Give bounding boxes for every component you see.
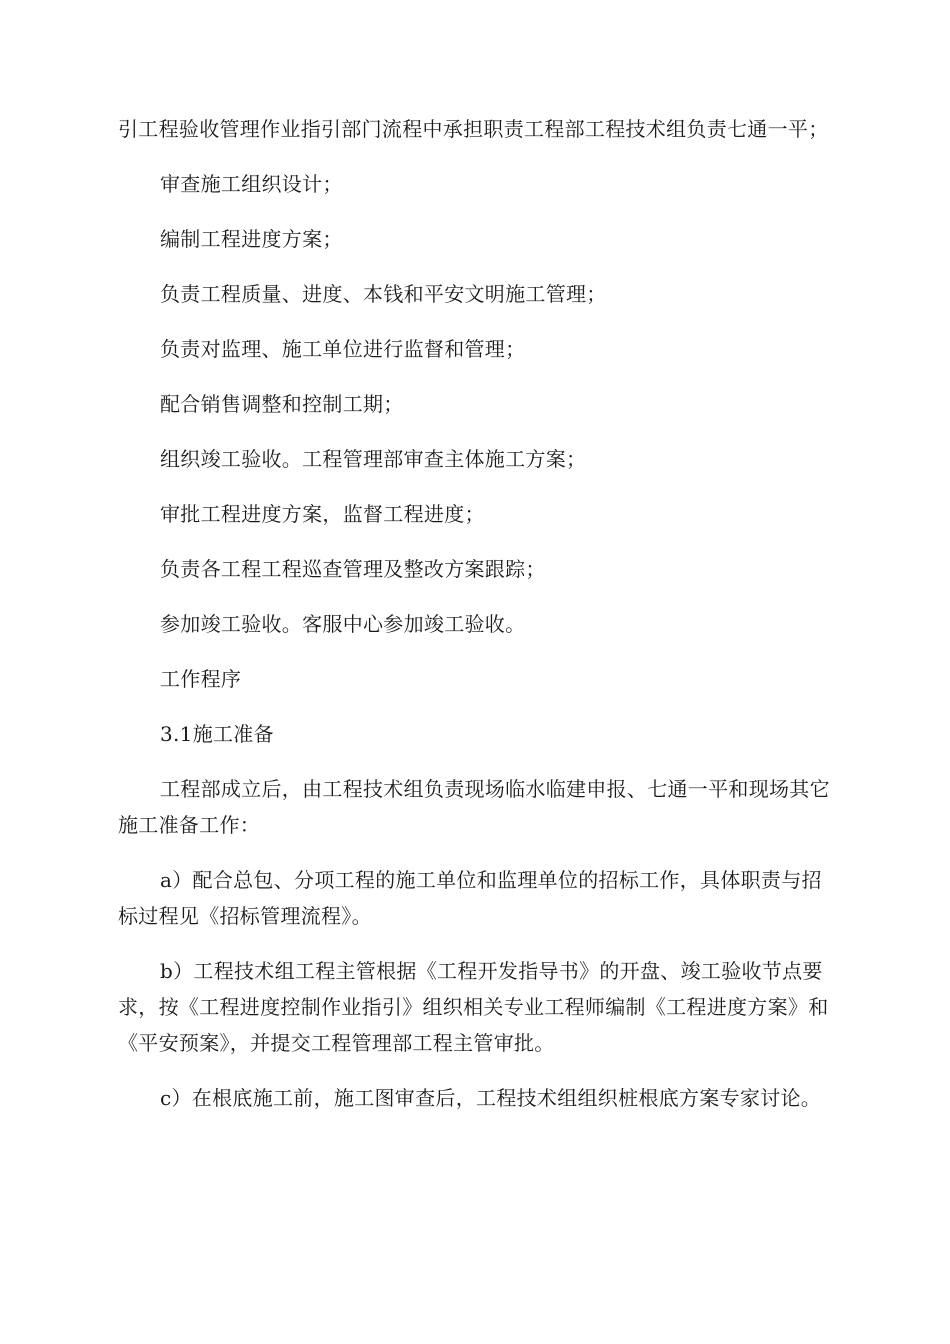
heading-work-procedure: 工作程序 <box>160 667 242 691</box>
paragraph-quality-management: 负责工程质量、进度、本钱和平安文明施工管理； <box>160 282 607 306</box>
paragraph-responsibilities-intro: 引工程验收管理作业指引部门流程中承担职责工程部工程技术组负责七通一平； <box>118 117 829 141</box>
paragraph-item-a: a）配合总包、分项工程的施工单位和监理单位的招标工作，具体职责与招标过程见《招标管理流程》。 <box>118 868 822 928</box>
paragraph-preparation-work: 工程部成立后，由工程技术组负责现场临水临建申报、七通一平和现场其它施工准备工作： <box>118 777 830 837</box>
paragraph-item-c: c）在根底施工前，施工图审查后，工程技术组组织桩根底方案专家讨论。 <box>160 1086 822 1110</box>
paragraph-sales-coordination: 配合销售调整和控制工期； <box>160 392 404 416</box>
paragraph-completion-acceptance: 组织竣工验收。工程管理部审查主体施工方案； <box>160 447 587 471</box>
paragraph-compile-schedule: 编制工程进度方案； <box>160 227 343 251</box>
paragraph-supervision: 负责对监理、施工单位进行监督和管理； <box>160 337 526 361</box>
paragraph-customer-service: 参加竣工验收。客服中心参加竣工验收。 <box>160 612 526 636</box>
document-body <box>118 111 834 1135</box>
paragraph-item-b: b）工程技术组工程主管根据《工程开发指导书》的开盘、竣工验收节点要求，按《工程进度控制作业指引》组织相关专业工程师编制《工程进度方案》和《平安预案》，并提交工程管理部工程主管审批。 <box>118 959 829 1055</box>
paragraph-review-construction-design: 审查施工组织设计； <box>160 172 343 196</box>
heading-construction-preparation: 3.1施工准备 <box>160 722 274 746</box>
paragraph-approve-schedule: 审批工程进度方案，监督工程进度； <box>160 502 485 526</box>
paragraph-inspection-tracking: 负责各工程工程巡查管理及整改方案跟踪； <box>160 557 546 581</box>
